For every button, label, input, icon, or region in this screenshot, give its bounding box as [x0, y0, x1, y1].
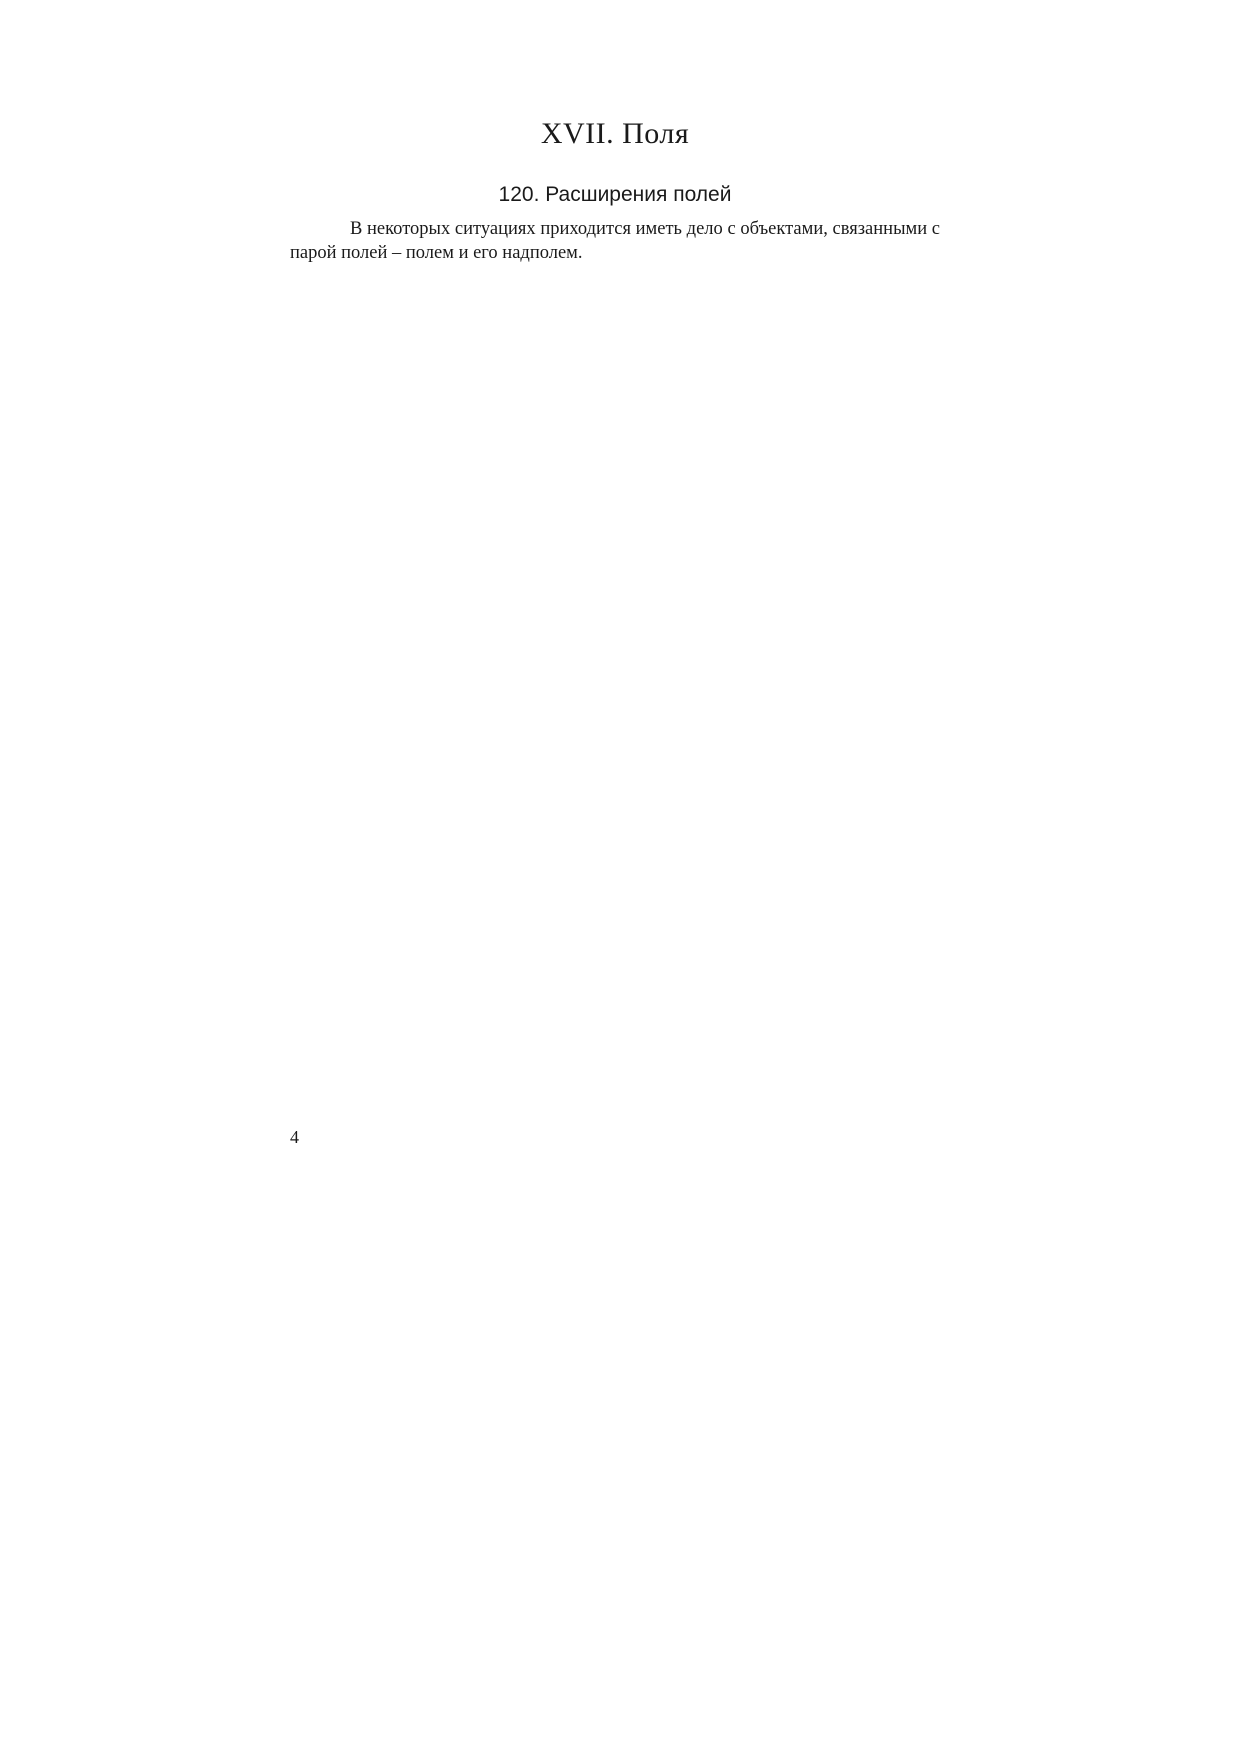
chapter-title: XVII. Поля	[540, 117, 690, 150]
body-text	[290, 218, 940, 265]
section-title: 120. Расширения полей	[498, 183, 732, 206]
page-number: 4	[290, 1127, 299, 1147]
excerpt-paragraph: В некоторых ситуациях приходится иметь дело с объектами, связанными с парой полей – полем и его надполем.	[290, 219, 940, 263]
